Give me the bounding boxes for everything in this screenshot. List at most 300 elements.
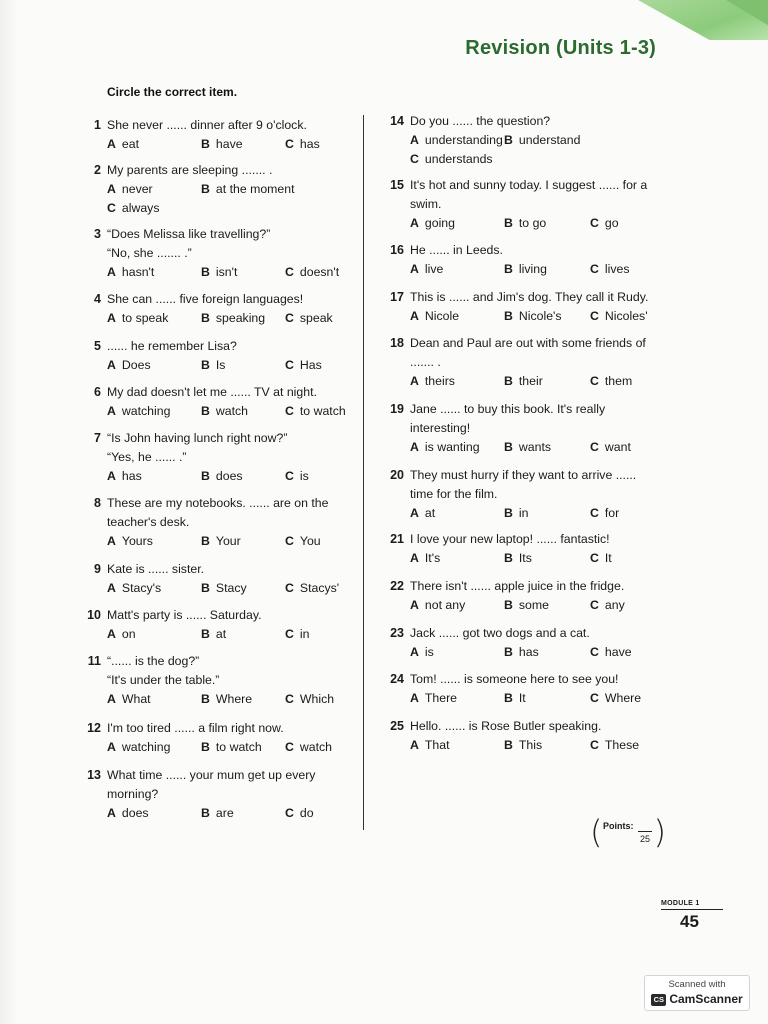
- answer-option[interactable]: [107, 180, 153, 199]
- answer-option[interactable]: [201, 804, 234, 823]
- answer-option[interactable]: [504, 504, 528, 523]
- question-number: 6: [94, 385, 101, 399]
- option-letter: C: [285, 581, 294, 595]
- question-number: 17: [390, 290, 404, 304]
- answer-option[interactable]: [504, 307, 562, 326]
- option-letter: B: [201, 469, 210, 483]
- option-letter: C: [590, 309, 599, 323]
- question-text: I'm too tired ...... a film right now.: [107, 721, 284, 735]
- question-number: 23: [390, 626, 404, 640]
- answer-option[interactable]: [285, 135, 320, 154]
- question-item: [94, 225, 354, 282]
- answer-option[interactable]: [504, 596, 549, 615]
- answer-option[interactable]: [590, 438, 631, 457]
- answer-option[interactable]: [285, 263, 339, 282]
- option-letter: A: [410, 309, 419, 323]
- answer-options: [107, 402, 354, 421]
- option-text: Which: [299, 692, 335, 706]
- answer-option[interactable]: [107, 804, 149, 823]
- answer-option[interactable]: [107, 625, 136, 644]
- option-letter: B: [504, 691, 513, 705]
- answer-option[interactable]: [107, 309, 168, 328]
- question-text: These are my notebooks. ...... are on the: [107, 496, 329, 510]
- watermark-caption: Scanned with: [668, 979, 726, 990]
- question-item: [390, 112, 662, 169]
- answer-option[interactable]: [201, 135, 243, 154]
- question-item: [94, 161, 354, 218]
- answer-options: [410, 372, 662, 391]
- question-number: 15: [390, 178, 404, 192]
- option-letter: B: [201, 182, 210, 196]
- option-text: has: [299, 137, 320, 151]
- answer-option[interactable]: [590, 260, 630, 279]
- answer-options: [410, 736, 662, 755]
- option-text: understands: [424, 152, 493, 166]
- question-text: My dad doesn't let me ...... TV at night.: [107, 385, 317, 399]
- question-number: 16: [390, 243, 404, 257]
- question-text: My parents are sleeping ....... .: [107, 163, 273, 177]
- answer-option[interactable]: [410, 643, 434, 662]
- option-letter: C: [107, 201, 116, 215]
- answer-options: [107, 467, 354, 486]
- option-text: wants: [518, 440, 552, 454]
- option-letter: A: [410, 645, 419, 659]
- answer-options: [410, 131, 662, 150]
- page-title: Revision (Units 1-3): [465, 37, 656, 59]
- points-box: [590, 815, 666, 851]
- answer-options: [410, 504, 662, 523]
- option-letter: B: [201, 137, 210, 151]
- question-text: He ...... in Leeds.: [410, 243, 503, 257]
- option-letter: A: [107, 627, 116, 641]
- answer-option[interactable]: [201, 532, 241, 551]
- answer-option[interactable]: [410, 260, 443, 279]
- question-item: [390, 530, 662, 568]
- option-letter: B: [504, 262, 513, 276]
- question-text: morning?: [107, 787, 159, 801]
- option-letter: B: [201, 581, 210, 595]
- answer-option[interactable]: [504, 131, 580, 150]
- option-letter: B: [504, 506, 513, 520]
- answer-options: [410, 596, 662, 615]
- option-letter: C: [590, 738, 599, 752]
- question-number: 11: [87, 654, 101, 668]
- option-text: Its: [518, 551, 532, 565]
- answer-option[interactable]: [410, 504, 435, 523]
- option-letter: A: [410, 374, 419, 388]
- option-letter: C: [590, 645, 599, 659]
- option-letter: A: [107, 806, 116, 820]
- answer-option[interactable]: [590, 372, 632, 391]
- answer-options: [107, 309, 354, 328]
- option-letter: B: [504, 216, 513, 230]
- answer-option[interactable]: [107, 579, 161, 598]
- option-text: These: [604, 738, 640, 752]
- option-letter: B: [201, 534, 210, 548]
- option-text: have: [215, 137, 243, 151]
- question-number: 18: [390, 336, 404, 350]
- answer-option[interactable]: [590, 689, 641, 708]
- option-text: lives: [604, 262, 630, 276]
- answer-option[interactable]: [504, 372, 543, 391]
- answer-option[interactable]: [201, 579, 247, 598]
- answer-options: [107, 625, 354, 644]
- option-text: What: [121, 692, 151, 706]
- option-text: Nicole's: [518, 309, 562, 323]
- option-letter: C: [590, 262, 599, 276]
- option-letter: A: [410, 216, 419, 230]
- question-text: Hello. ...... is Rose Butler speaking.: [410, 719, 602, 733]
- question-text: interesting!: [410, 421, 471, 435]
- answer-option[interactable]: [590, 736, 639, 755]
- option-letter: B: [201, 627, 210, 641]
- answer-option[interactable]: [285, 804, 314, 823]
- page-number: 45: [680, 912, 699, 931]
- option-text: Stacy: [215, 581, 247, 595]
- option-letter: B: [504, 738, 513, 752]
- question-text: Tom! ...... is someone here to see you!: [410, 672, 619, 686]
- answer-option[interactable]: [410, 689, 457, 708]
- answer-option[interactable]: [285, 402, 346, 421]
- answer-option[interactable]: [504, 260, 547, 279]
- option-letter: A: [107, 740, 116, 754]
- question-text: They must hurry if they want to arrive ......: [410, 468, 637, 482]
- option-letter: C: [285, 740, 294, 754]
- option-letter: B: [504, 374, 513, 388]
- answer-option[interactable]: [504, 214, 546, 233]
- option-letter: A: [410, 551, 419, 565]
- question-text: Jack ...... got two dogs and a cat.: [410, 626, 590, 640]
- question-item: [94, 383, 354, 421]
- answer-option[interactable]: [201, 309, 265, 328]
- option-text: them: [604, 374, 633, 388]
- option-text: Stacy's: [121, 581, 162, 595]
- option-text: Does: [121, 358, 151, 372]
- option-text: at: [215, 627, 227, 641]
- answer-options: [107, 579, 354, 598]
- answer-option[interactable]: [107, 467, 142, 486]
- answer-option[interactable]: [590, 549, 612, 568]
- question-text: I love your new laptop! ...... fantastic!: [410, 532, 610, 546]
- option-letter: C: [285, 404, 294, 418]
- answer-option[interactable]: [410, 438, 480, 457]
- question-text: It's hot and sunny today. I suggest ...... for a: [410, 178, 648, 192]
- question-text: What time ...... your mum get up every: [107, 768, 316, 782]
- option-letter: A: [107, 137, 116, 151]
- option-text: It: [604, 551, 612, 565]
- option-letter: B: [504, 133, 513, 147]
- camscanner-watermark: [644, 975, 750, 1011]
- question-number: 21: [390, 532, 404, 546]
- answer-option[interactable]: [410, 596, 465, 615]
- option-letter: B: [504, 551, 513, 565]
- answer-options: [107, 532, 354, 551]
- question-text: Jane ...... to buy this book. It's really: [410, 402, 606, 416]
- option-letter: C: [285, 627, 294, 641]
- question-text: There isn't ...... apple juice in the fridge.: [410, 579, 625, 593]
- option-text: living: [518, 262, 547, 276]
- page-edge-shadow: [0, 0, 18, 1024]
- option-text: has: [518, 645, 539, 659]
- answer-option[interactable]: [107, 402, 170, 421]
- answer-option[interactable]: [410, 372, 455, 391]
- option-text: You: [299, 534, 321, 548]
- option-text: going: [424, 216, 455, 230]
- option-letter: B: [201, 806, 210, 820]
- option-text: That: [424, 738, 450, 752]
- option-text: never: [121, 182, 153, 196]
- answer-option[interactable]: [285, 467, 309, 486]
- option-letter: C: [285, 265, 294, 279]
- answer-option[interactable]: [201, 402, 248, 421]
- answer-option[interactable]: [285, 579, 339, 598]
- answer-options: [107, 135, 354, 154]
- points-paren-left: (: [590, 813, 603, 851]
- answer-options: [410, 150, 662, 169]
- option-letter: C: [590, 506, 599, 520]
- question-text: swim.: [410, 197, 442, 211]
- question-number: 2: [94, 163, 101, 177]
- question-item: [94, 337, 354, 375]
- answer-option[interactable]: [410, 214, 455, 233]
- option-letter: B: [201, 311, 210, 325]
- answer-option[interactable]: [285, 625, 309, 644]
- answer-option[interactable]: [107, 263, 154, 282]
- option-letter: C: [410, 152, 419, 166]
- option-text: not any: [424, 598, 466, 612]
- answer-options: [107, 199, 354, 218]
- answer-options: [410, 214, 662, 233]
- option-text: Nicoles': [604, 309, 648, 323]
- answer-option[interactable]: [590, 504, 619, 523]
- question-text: “Is John having lunch right now?”: [107, 431, 288, 445]
- option-letter: B: [504, 309, 513, 323]
- answer-option[interactable]: [504, 689, 526, 708]
- answer-option[interactable]: [285, 309, 333, 328]
- option-text: eat: [121, 137, 139, 151]
- option-text: for: [604, 506, 620, 520]
- option-text: Stacys': [299, 581, 340, 595]
- answer-option[interactable]: [201, 263, 237, 282]
- option-letter: C: [590, 374, 599, 388]
- option-text: It's: [424, 551, 441, 565]
- question-item: [94, 290, 354, 328]
- option-text: always: [121, 201, 160, 215]
- option-text: Where: [604, 691, 642, 705]
- question-text: She never ...... dinner after 9 o'clock.: [107, 118, 307, 132]
- option-text: Is: [215, 358, 226, 372]
- answer-option[interactable]: [107, 738, 170, 757]
- question-item: [390, 717, 662, 755]
- answer-option[interactable]: [201, 356, 225, 375]
- answer-option[interactable]: [107, 356, 151, 375]
- question-item: [390, 334, 662, 391]
- answer-option[interactable]: [590, 596, 625, 615]
- option-letter: C: [285, 806, 294, 820]
- option-letter: A: [107, 404, 116, 418]
- question-number: 22: [390, 579, 404, 593]
- answer-option[interactable]: [107, 135, 139, 154]
- option-text: on: [121, 627, 136, 641]
- answer-option[interactable]: [285, 690, 334, 709]
- option-letter: A: [107, 358, 116, 372]
- option-letter: C: [590, 551, 599, 565]
- option-letter: A: [107, 692, 116, 706]
- camscanner-logo-icon: CS: [651, 994, 666, 1006]
- option-text: Your: [215, 534, 241, 548]
- answer-option[interactable]: [410, 131, 503, 150]
- question-number: 13: [87, 768, 101, 782]
- watermark-brand: [645, 992, 749, 1006]
- question-number: 4: [94, 292, 101, 306]
- points-paren-right: ): [653, 813, 666, 851]
- question-item: [94, 560, 354, 598]
- question-item: [390, 466, 662, 523]
- question-text: Dean and Paul are out with some friends of: [410, 336, 646, 350]
- option-letter: A: [410, 738, 419, 752]
- option-text: theirs: [424, 374, 455, 388]
- option-text: at the moment: [215, 182, 295, 196]
- option-text: watching: [121, 404, 171, 418]
- question-number: 12: [87, 721, 101, 735]
- option-text: understand: [518, 133, 581, 147]
- answer-option[interactable]: [201, 625, 226, 644]
- option-text: Where: [215, 692, 253, 706]
- option-text: is wanting: [424, 440, 480, 454]
- answer-option[interactable]: [504, 643, 539, 662]
- option-letter: B: [504, 598, 513, 612]
- question-number: 9: [94, 562, 101, 576]
- answer-option[interactable]: [285, 738, 332, 757]
- answer-options: [107, 804, 354, 823]
- question-number: 25: [390, 719, 404, 733]
- points-total: 25: [638, 831, 652, 844]
- answer-option[interactable]: [107, 690, 151, 709]
- option-text: has: [121, 469, 142, 483]
- answer-option[interactable]: [285, 356, 322, 375]
- answer-options: [107, 690, 354, 709]
- answer-options: [410, 643, 662, 662]
- module-rule: [661, 909, 723, 910]
- option-text: is: [299, 469, 309, 483]
- question-item: [390, 241, 662, 279]
- option-letter: B: [201, 740, 210, 754]
- answer-option[interactable]: [201, 738, 262, 757]
- answer-option[interactable]: [201, 180, 295, 199]
- watermark-brand-name: CamScanner: [669, 992, 743, 1006]
- question-number: 14: [390, 114, 404, 128]
- option-letter: A: [107, 265, 116, 279]
- option-letter: B: [201, 692, 210, 706]
- question-text: ....... .: [410, 355, 441, 369]
- option-text: live: [424, 262, 444, 276]
- module-label: MODULE 1: [661, 900, 700, 907]
- answer-option[interactable]: [410, 736, 450, 755]
- answer-option[interactable]: [107, 199, 159, 218]
- answer-option[interactable]: [590, 214, 619, 233]
- question-number: 7: [94, 431, 101, 445]
- option-text: understanding: [424, 133, 503, 147]
- question-number: 24: [390, 672, 404, 686]
- option-letter: A: [107, 311, 116, 325]
- option-text: have: [604, 645, 632, 659]
- answer-option[interactable]: [410, 150, 493, 169]
- option-letter: A: [107, 469, 116, 483]
- option-text: speak: [299, 311, 333, 325]
- question-text: Do you ...... the question?: [410, 114, 551, 128]
- column-divider: [363, 115, 364, 830]
- option-text: Yours: [121, 534, 153, 548]
- option-text: in: [299, 627, 310, 641]
- option-letter: A: [107, 581, 116, 595]
- question-number: 20: [390, 468, 404, 482]
- option-text: speaking: [215, 311, 266, 325]
- option-text: some: [518, 598, 549, 612]
- option-text: their: [518, 374, 543, 388]
- option-letter: C: [285, 692, 294, 706]
- question-text: This is ...... and Jim's dog. They call it Rudy.: [410, 290, 649, 304]
- option-text: isn't: [215, 265, 238, 279]
- option-letter: C: [590, 440, 599, 454]
- question-text: “Does Melissa like travelling?”: [107, 227, 271, 241]
- option-letter: B: [504, 645, 513, 659]
- option-text: to go: [518, 216, 547, 230]
- option-letter: C: [285, 137, 294, 151]
- question-text: ...... he remember Lisa?: [107, 339, 237, 353]
- option-text: doesn't: [299, 265, 340, 279]
- answer-option[interactable]: [590, 307, 648, 326]
- answer-options: [410, 307, 662, 326]
- answer-option[interactable]: [590, 643, 632, 662]
- option-text: want: [604, 440, 631, 454]
- instruction-text: Circle the correct item.: [107, 85, 238, 99]
- option-text: Nicole: [424, 309, 460, 323]
- option-text: watch: [299, 740, 333, 754]
- option-letter: C: [285, 534, 294, 548]
- option-letter: B: [201, 265, 210, 279]
- answer-option[interactable]: [285, 532, 321, 551]
- question-text: “...... is the dog?”: [107, 654, 200, 668]
- answer-option[interactable]: [107, 532, 153, 551]
- option-text: watching: [121, 740, 171, 754]
- answer-option[interactable]: [504, 438, 551, 457]
- question-item: [87, 766, 354, 823]
- points-fraction: [638, 823, 652, 844]
- question-text: teacher's desk.: [107, 515, 190, 529]
- option-letter: A: [410, 691, 419, 705]
- answer-option[interactable]: [410, 307, 459, 326]
- option-letter: C: [590, 216, 599, 230]
- option-letter: A: [410, 262, 419, 276]
- option-text: This: [518, 738, 543, 752]
- answer-option[interactable]: [201, 690, 252, 709]
- option-text: go: [604, 216, 619, 230]
- answer-option[interactable]: [410, 549, 440, 568]
- answer-option[interactable]: [201, 467, 243, 486]
- option-text: any: [604, 598, 625, 612]
- answer-options: [107, 356, 354, 375]
- option-text: to watch: [299, 404, 346, 418]
- question-number: 8: [94, 496, 101, 510]
- question-item: [390, 624, 662, 662]
- option-text: to speak: [121, 311, 169, 325]
- answer-option[interactable]: [504, 549, 532, 568]
- question-text: Kate is ...... sister.: [107, 562, 205, 576]
- answer-option[interactable]: [504, 736, 542, 755]
- question-item: [94, 494, 354, 551]
- option-letter: C: [285, 469, 294, 483]
- option-text: to watch: [215, 740, 262, 754]
